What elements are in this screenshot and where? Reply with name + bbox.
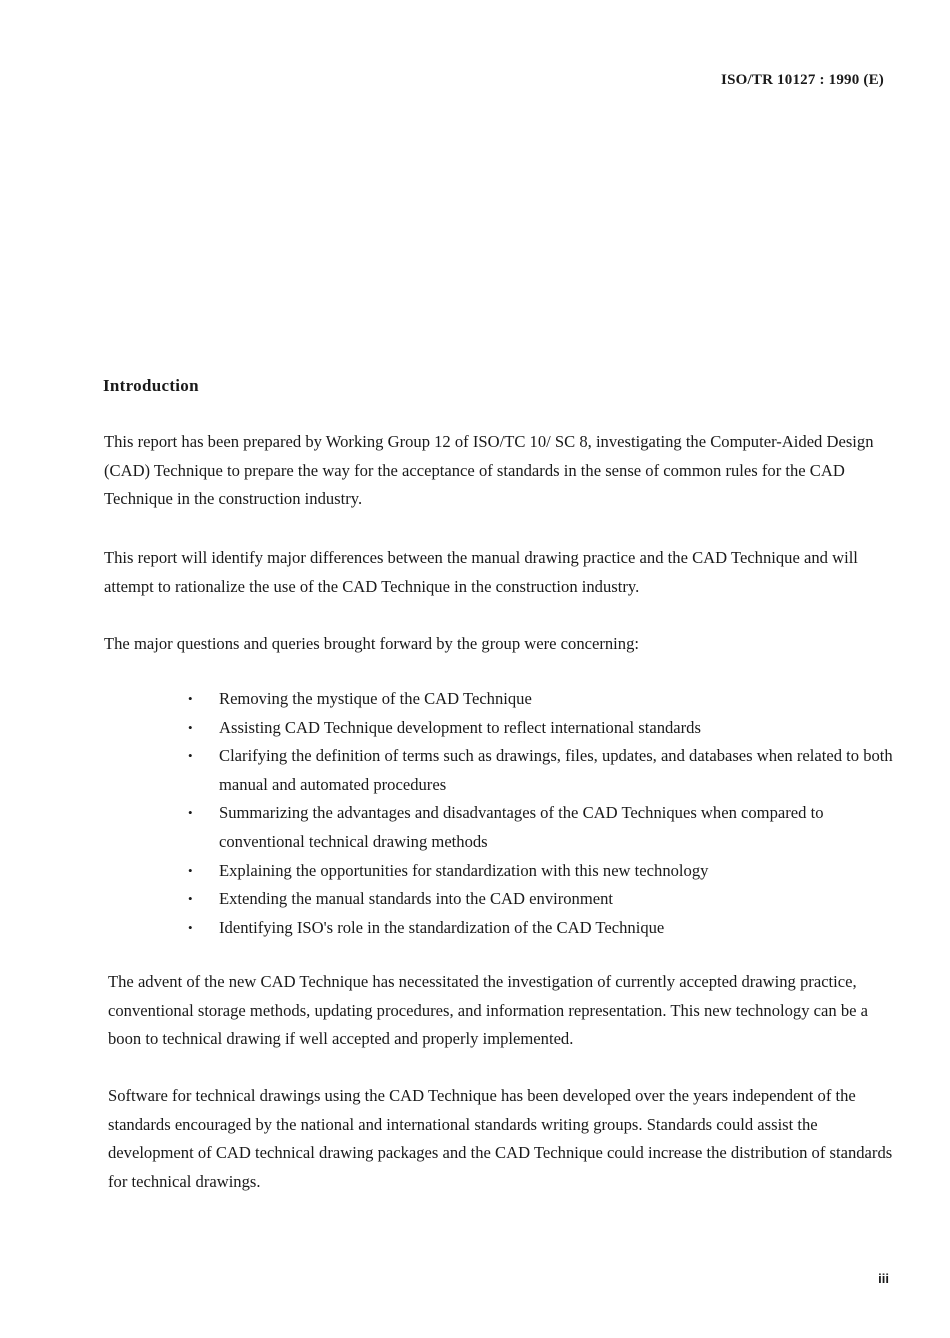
list-item-text: Explaining the opportunities for standardization with this new technology (219, 860, 709, 880)
list-item (188, 799, 898, 856)
list-item (188, 914, 898, 943)
list-item-text: Clarifying the definition of terms such as drawings, files, updates, and databases when related to both manual and automated procedures (219, 746, 893, 794)
bullet-icon: • (188, 862, 193, 878)
bullet-icon: • (188, 805, 193, 821)
document-identifier: ISO/TR 10127 : 1990 (E) (721, 72, 884, 88)
bullet-icon: • (188, 691, 193, 706)
bullet-icon: • (188, 748, 193, 764)
list-item-text: Assisting CAD Technique development to reflect international standards (219, 717, 701, 737)
list-item-text: Summarizing the advantages and disadvantages of the CAD Techniques when compared to conventional technical drawing methods (219, 803, 824, 851)
list-item (188, 857, 898, 886)
bullet-icon: • (188, 719, 193, 735)
paragraph-purpose: This report has been prepared by Working Group 12 of ISO/TC 10/ SC 8, investigating the Computer-Aided Design (CAD) Technique to prepare the way for the acceptance of standards in the sense of common rules for the CAD Technique in the construction industry. (104, 432, 874, 509)
bullet-icon: • (188, 919, 193, 935)
paragraph-advent: The advent of the new CAD Technique has necessitated the investigation of currently accepted drawing practice, conventional storage methods, updating procedures, and information representation. This new technology can be a boon to technical drawing if well accepted and properly implemented. (108, 972, 869, 1049)
list-item-text: Removing the mystique of the CAD Technique (219, 689, 532, 708)
list-item (188, 885, 898, 914)
section-heading: Introduction (103, 376, 199, 395)
list-item-text: Extending the manual standards into the CAD environment (219, 889, 614, 909)
bullet-icon: • (188, 891, 193, 907)
paragraph-scope: This report will identify major differences between the manual drawing practice and the CAD Technique and will attempt to rationalize the use of the CAD Technique in the construction industry. (104, 548, 858, 596)
paragraph-questions-intro: The major questions and queries brought forward by the group were concerning: (104, 634, 639, 653)
concerns-list (188, 685, 898, 942)
list-item (188, 714, 898, 743)
page-number: iii (878, 1271, 889, 1286)
list-item (188, 685, 898, 714)
list-item-text: Identifying ISO's role in the standardization of the CAD Technique (219, 917, 665, 937)
list-item (188, 742, 898, 799)
paragraph-software: Software for technical drawings using the CAD Technique has been developed over the years independent of the standards encouraged by the national and international standards writing groups. Standards could assist the development of CAD technical drawing packages and the CAD Technique could increase the distribution of standards for technical drawings. (108, 1086, 893, 1191)
